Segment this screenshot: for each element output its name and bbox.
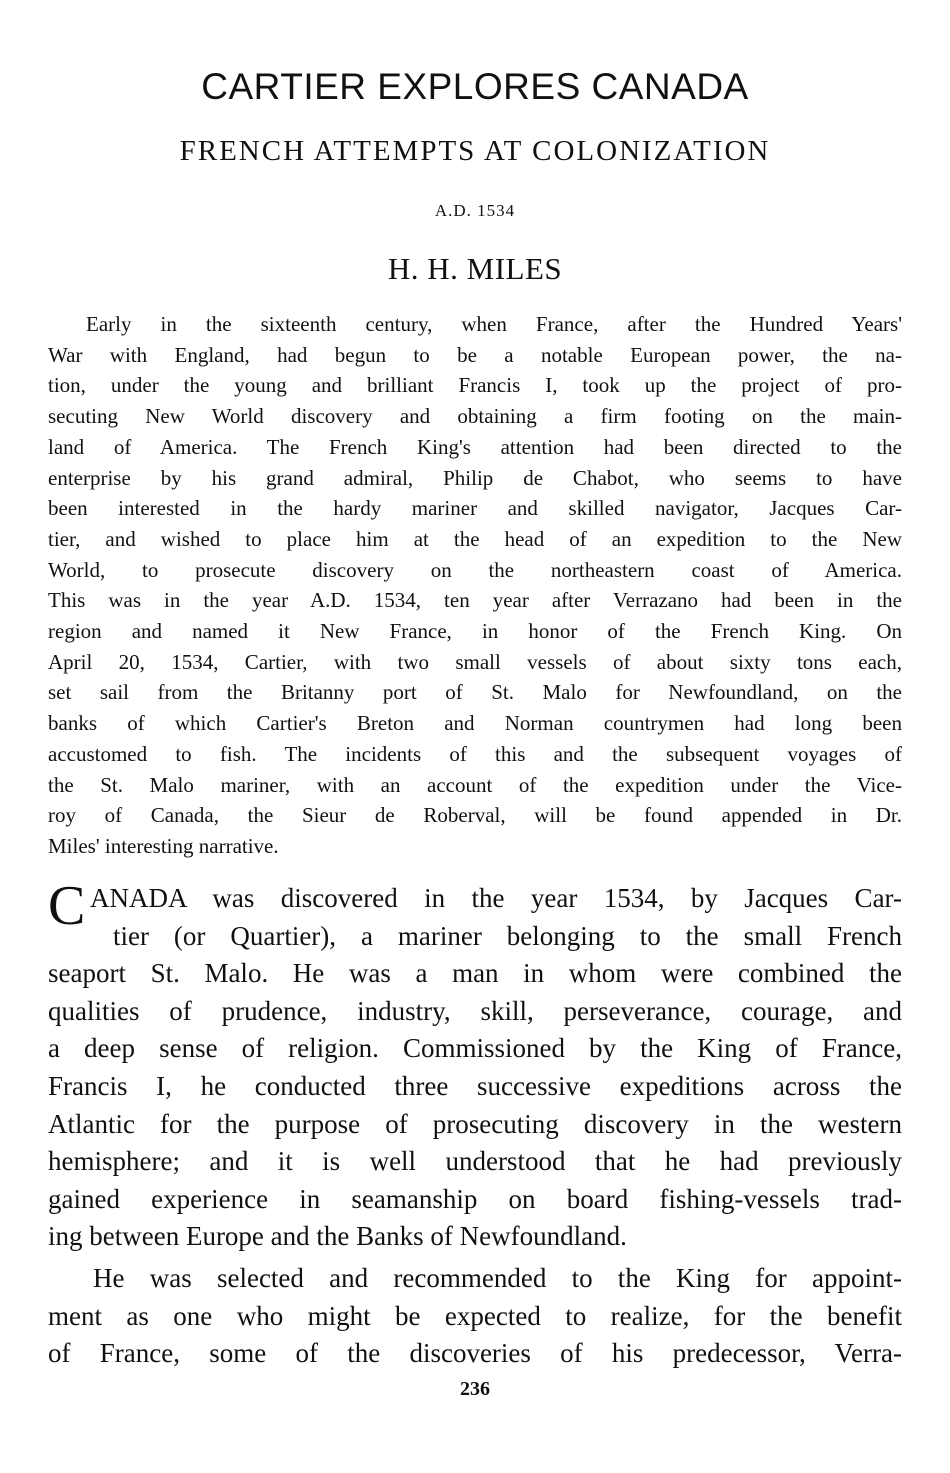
intro-line: the St. Malo mariner, with an account of the expedition under the Vice- [48, 772, 902, 797]
intro-line: secuting New World discovery and obtaining a firm footing on the main- [48, 404, 902, 429]
intro-line: roy of Canada, the Sieur de Roberval, will be found appended in Dr. [48, 803, 902, 828]
body-line: ANADA was discovered in the year 1534, by Jacques Car- [90, 883, 902, 913]
chapter-author: H. H. MILES [387, 251, 563, 286]
intro-line: Miles' interesting narrative. [48, 833, 279, 858]
intro-line: banks of which Cartier's Breton and Norman countrymen had long been [48, 711, 902, 736]
body-line: ment as one who might be expected to realize, for the benefit [48, 1300, 902, 1331]
body-line: qualities of prudence, industry, skill, perseverance, courage, and [48, 995, 902, 1026]
body-line: of France, some of the discoveries of his predecessor, Verra- [48, 1338, 902, 1369]
main-text [48, 875, 902, 1373]
body-line: He was selected and recommended to the King for appoint- [93, 1262, 902, 1293]
intro-line: This was in the year A.D. 1534, ten year after Verrazano had been in the [48, 588, 902, 613]
intro-line: accustomed to fish. The incidents of this and the subsequent voyages of [48, 741, 902, 766]
intro-line: tier, and wished to place him at the head of an expedition to the New [48, 526, 902, 551]
intro-line: region and named it New France, in honor of the French King. On [48, 619, 902, 644]
paragraph-2 [48, 1260, 902, 1373]
intro-line: World, to prosecute discovery on the northeastern coast of America. [48, 557, 902, 582]
intro-line: been interested in the hardy mariner and skilled navigator, Jacques Car- [48, 496, 902, 521]
body-line: ing between Europe and the Banks of Newfoundland. [48, 1221, 627, 1252]
intro-line: War with England, had begun to be a notable European power, the na- [48, 342, 902, 367]
intro-line: land of America. The French King's attention had been directed to the [48, 434, 902, 459]
body-line: tier (or Quartier), a mariner belonging to the small French [113, 920, 902, 951]
body-line: Atlantic for the purpose of prosecuting discovery in the western [48, 1108, 902, 1139]
paragraph-1 [48, 875, 902, 1256]
body-line: hemisphere; and it is well understood that he had previously [48, 1146, 902, 1177]
intro-line: tion, under the young and brilliant Francis I, took up the project of pro- [48, 373, 902, 398]
body-line: seaport St. Malo. He was a man in whom were combined the [48, 958, 902, 989]
intro-line: enterprise by his grand admiral, Philip de Chabot, who seems to have [48, 465, 902, 490]
chapter-title: CARTIER EXPLORES CANADA [201, 66, 749, 107]
chapter-date: A.D. 1534 [434, 201, 516, 220]
drop-cap: C [48, 875, 86, 937]
chapter-subtitle: FRENCH ATTEMPTS AT COLONIZATION [179, 135, 771, 167]
editorial-introduction [48, 309, 902, 862]
intro-line: set sail from the Britanny port of St. Malo for Newfoundland, on the [48, 680, 902, 705]
body-line: a deep sense of religion. Commissioned by the King of France, [48, 1033, 902, 1064]
body-line: Francis I, he conducted three successive expeditions across the [48, 1070, 902, 1101]
intro-line: Early in the sixteenth century, when France, after the Hundred Years' [86, 312, 902, 336]
body-line: gained experience in seamanship on board fishing-vessels trad- [48, 1183, 902, 1214]
page-number: 236 [460, 1378, 490, 1400]
intro-line: April 20, 1534, Cartier, with two small vessels of about sixty tons each, [48, 649, 902, 674]
